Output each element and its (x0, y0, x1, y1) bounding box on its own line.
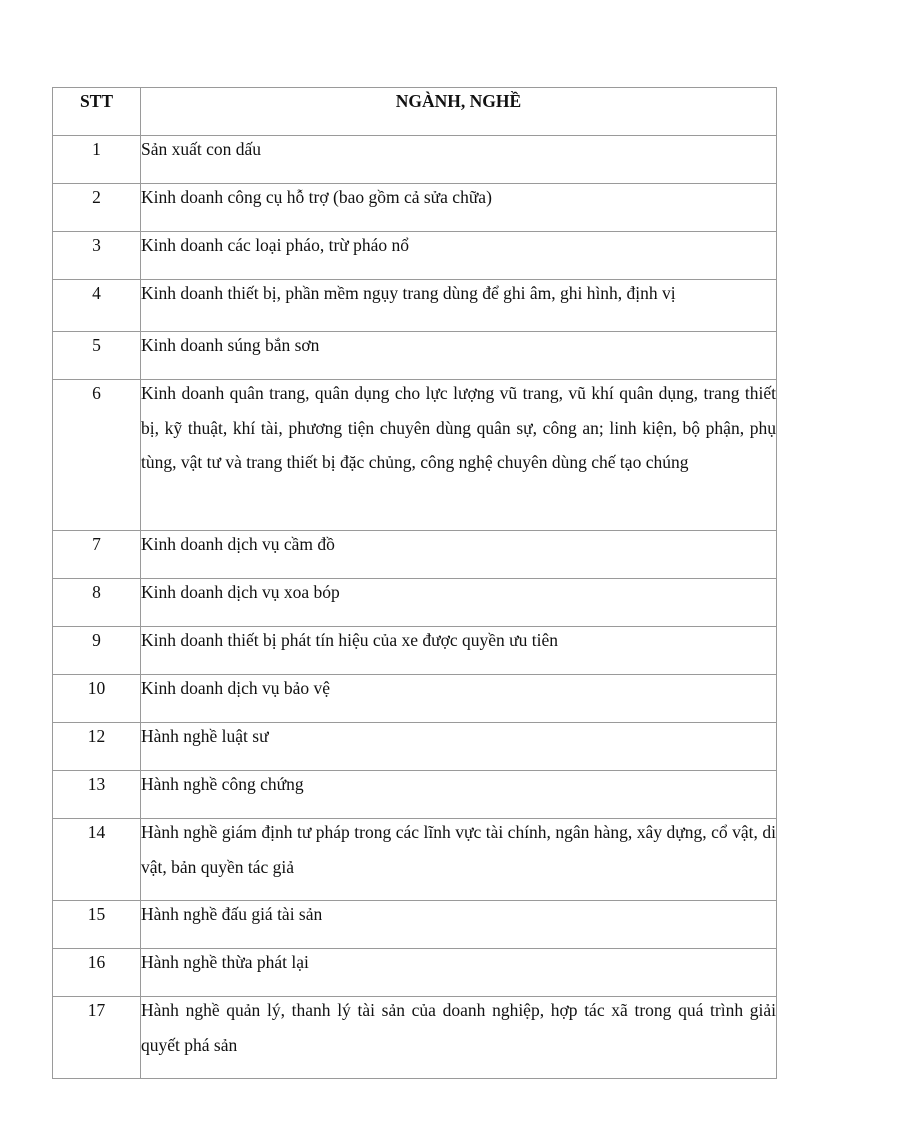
row-industry: Kinh doanh dịch vụ cầm đồ (141, 531, 777, 579)
row-number: 17 (53, 997, 141, 1079)
table-row (53, 232, 777, 280)
table-header-row (53, 88, 777, 136)
row-industry: Hành nghề giám định tư pháp trong các lĩnh vực tài chính, ngân hàng, xây dựng, cổ vật, di vật, bản quyền tác giả (141, 819, 777, 901)
row-industry: Hành nghề công chứng (141, 771, 777, 819)
table-row (53, 675, 777, 723)
table-row (53, 901, 777, 949)
row-industry: Hành nghề quản lý, thanh lý tài sản của doanh nghiệp, hợp tác xã trong quá trình giải quyết phá sản (141, 997, 777, 1079)
row-number: 1 (53, 136, 141, 184)
row-number: 12 (53, 723, 141, 771)
table-row (53, 136, 777, 184)
row-industry: Kinh doanh thiết bị, phần mềm ngụy trang dùng để ghi âm, ghi hình, định vị (141, 280, 777, 332)
row-number: 15 (53, 901, 141, 949)
row-industry: Sản xuất con dấu (141, 136, 777, 184)
row-industry: Kinh doanh dịch vụ bảo vệ (141, 675, 777, 723)
row-industry: Kinh doanh các loại pháo, trừ pháo nổ (141, 232, 777, 280)
row-industry: Kinh doanh dịch vụ xoa bóp (141, 579, 777, 627)
header-stt: STT (53, 88, 141, 136)
industry-table (52, 87, 777, 1079)
table-row (53, 579, 777, 627)
table-row (53, 184, 777, 232)
table-row (53, 771, 777, 819)
table-row (53, 723, 777, 771)
row-number: 14 (53, 819, 141, 901)
table-row (53, 819, 777, 901)
row-number: 6 (53, 380, 141, 531)
row-industry: Kinh doanh súng bắn sơn (141, 332, 777, 380)
row-industry: Hành nghề luật sư (141, 723, 777, 771)
table-row (53, 627, 777, 675)
row-industry: Kinh doanh công cụ hỗ trợ (bao gồm cả sửa chữa) (141, 184, 777, 232)
table-row (53, 380, 777, 531)
row-number: 7 (53, 531, 141, 579)
row-number: 16 (53, 949, 141, 997)
row-industry: Kinh doanh thiết bị phát tín hiệu của xe được quyền ưu tiên (141, 627, 777, 675)
row-industry: Hành nghề thừa phát lại (141, 949, 777, 997)
row-number: 10 (53, 675, 141, 723)
table-row (53, 949, 777, 997)
row-number: 9 (53, 627, 141, 675)
table-row (53, 280, 777, 332)
table-row (53, 332, 777, 380)
row-number: 3 (53, 232, 141, 280)
table-row (53, 997, 777, 1079)
row-industry: Hành nghề đấu giá tài sản (141, 901, 777, 949)
row-number: 13 (53, 771, 141, 819)
row-number: 4 (53, 280, 141, 332)
table-row (53, 531, 777, 579)
row-number: 8 (53, 579, 141, 627)
header-industry: NGÀNH, NGHỀ (141, 88, 777, 136)
row-number: 5 (53, 332, 141, 380)
row-industry: Kinh doanh quân trang, quân dụng cho lực lượng vũ trang, vũ khí quân dụng, trang thiết bị, kỹ thuật, khí tài, phương tiện chuyên dùng quân sự, công an; linh kiện, bộ phận, phụ tùng, vật tư và trang thiết bị đặc chủng, công nghệ chuyên dùng chế tạo chúng (141, 380, 777, 531)
row-number: 2 (53, 184, 141, 232)
